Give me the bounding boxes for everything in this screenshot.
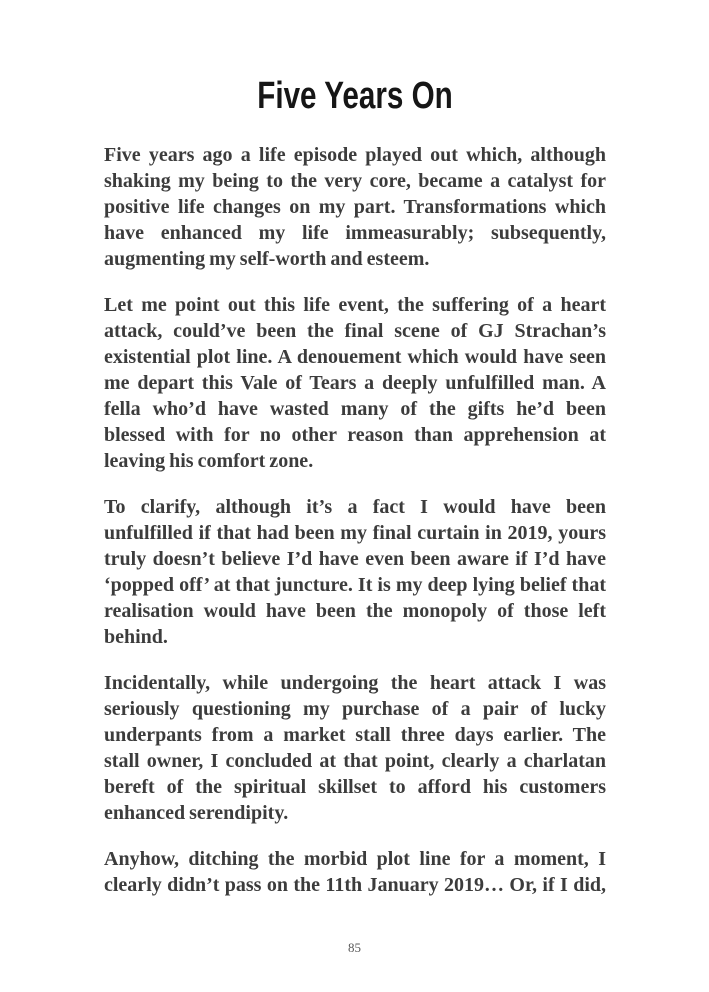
paragraph <box>104 142 606 272</box>
text-line: leaving his comfort zone. <box>104 450 314 472</box>
text-line: bereft of the spiritual skillset to afford his customers <box>104 776 606 798</box>
text-line: realisation would have been the monopoly of those left <box>104 600 606 622</box>
text-line: enhanced serendipity. <box>104 802 289 824</box>
text-line: augmenting my self-worth and esteem. <box>104 248 430 270</box>
text-line: fella who’d have wasted many of the gifts he’d been <box>104 398 606 420</box>
text-line: unfulfilled if that had been my final curtain in 2019, yours <box>104 522 606 544</box>
text-line: Anyhow, ditching the morbid plot line for a moment, I <box>104 848 606 870</box>
text-line: blessed with for no other reason than apprehension at <box>104 424 606 446</box>
paragraph <box>104 846 606 898</box>
text-line: clearly didn’t pass on the 11th January 2019… Or, if I did, <box>104 874 606 896</box>
text-line: behind. <box>104 626 168 648</box>
text-line: seriously questioning my purchase of a pair of lucky <box>104 698 606 720</box>
text-line: To clarify, although it’s a fact I would have been <box>104 496 606 518</box>
text-line: truly doesn’t believe I’d have even been aware if I’d have <box>104 548 606 570</box>
page-number: 85 <box>348 940 361 955</box>
text-line: underpants from a market stall three days earlier. The <box>104 724 606 746</box>
text-line: attack, could’ve been the final scene of GJ Strachan’s <box>104 320 606 342</box>
text-line: stall owner, I concluded at that point, clearly a charlatan <box>104 750 606 772</box>
paragraph <box>104 670 606 826</box>
text-line: Five years ago a life episode played out which, although <box>104 144 606 166</box>
page-title: Five Years On <box>257 75 453 117</box>
text-line: Let me point out this life event, the suffering of a heart <box>104 294 606 316</box>
text-line: me depart this Vale of Tears a deeply unfulfilled man. A <box>104 372 606 394</box>
text-line: shaking my being to the very core, became a catalyst for <box>104 170 606 192</box>
text-line: Incidentally, while undergoing the heart attack I was <box>104 672 606 694</box>
text-line: have enhanced my life immeasurably; subsequently, <box>104 222 606 244</box>
text-line: existential plot line. A denouement which would have seen <box>104 346 606 368</box>
text-line: ‘popped off’ at that juncture. It is my deep lying belief that <box>104 574 606 596</box>
text-line: positive life changes on my part. Transformations which <box>104 196 606 218</box>
page-body <box>104 142 606 898</box>
paragraph <box>104 292 606 474</box>
paragraph <box>104 494 606 650</box>
